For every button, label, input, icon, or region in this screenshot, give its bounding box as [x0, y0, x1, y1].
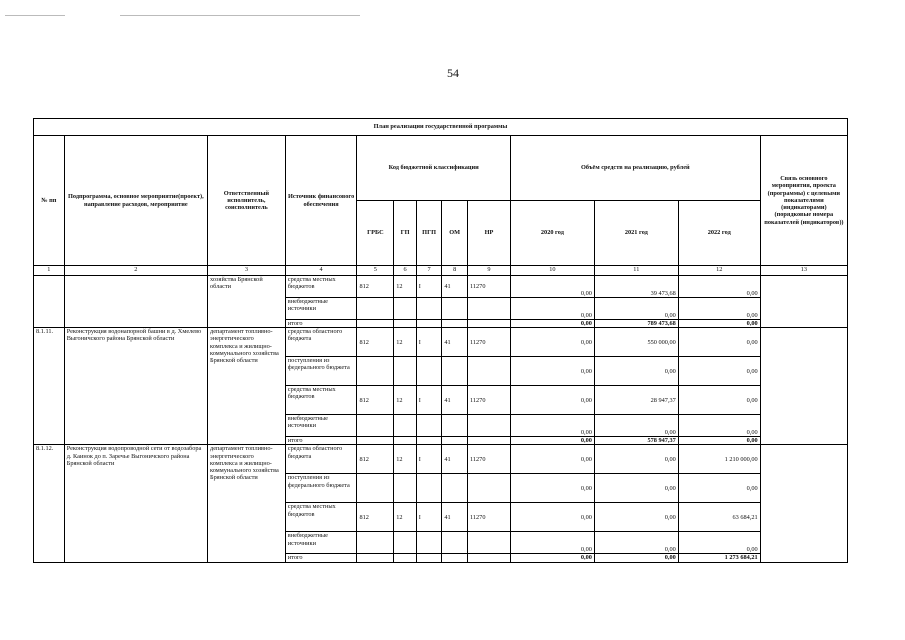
column-number: 1	[34, 266, 65, 276]
cell-grbs	[357, 298, 394, 320]
cell-2020: 0,00	[510, 276, 594, 298]
row-source: средства областного бюджета	[285, 328, 357, 357]
cell-gp	[394, 298, 417, 320]
cell-nr: 11270	[467, 386, 510, 415]
cell-nr	[467, 320, 510, 328]
column-number: 10	[510, 266, 594, 276]
row-executor: департамент топливно-энергетического комплекса и жилищно-коммунального хозяйства Брянской области	[208, 328, 286, 445]
cell-nr: 11270	[467, 276, 510, 298]
header-2022: 2022 год	[678, 201, 760, 266]
header-subprogram: Подпрограмма, основное мероприятие(проект), направление расходов, мероприятие	[64, 136, 207, 266]
cell-nr	[467, 415, 510, 437]
cell-grbs: 812	[357, 445, 394, 474]
cell-gp: 12	[394, 386, 417, 415]
column-number: 13	[760, 266, 847, 276]
cell-om	[442, 554, 468, 562]
row-source: итого	[285, 554, 357, 562]
page-number: 54	[447, 66, 459, 80]
cell-2020: 0,00	[510, 554, 594, 562]
header-grbs: ГРБС	[357, 201, 394, 266]
row-name	[64, 276, 207, 328]
header-bcc-group: Код бюджетной классификации	[357, 136, 511, 201]
cell-gp: 12	[394, 503, 417, 532]
header-source: Источник финансового обеспечения	[285, 136, 357, 266]
header-2020: 2020 год	[510, 201, 594, 266]
cell-2021: 0,00	[594, 503, 678, 532]
cell-2020: 0,00	[510, 503, 594, 532]
cell-link	[760, 328, 847, 445]
row-num: 8.1.12.	[34, 445, 65, 562]
row-source: поступления из федерального бюджета	[285, 357, 357, 386]
cell-2020: 0,00	[510, 445, 594, 474]
cell-2021: 0,00	[594, 415, 678, 437]
cell-pgp	[416, 474, 442, 503]
header-executor: Ответственный исполнитель, соисполнитель	[208, 136, 286, 266]
row-source: средства местных бюджетов	[285, 503, 357, 532]
cell-2021: 0,00	[594, 445, 678, 474]
row-source: итого	[285, 320, 357, 328]
cell-2020: 0,00	[510, 532, 594, 554]
cell-2022: 0,00	[678, 437, 760, 445]
cell-pgp	[416, 357, 442, 386]
cell-2021: 0,00	[594, 357, 678, 386]
table-title: План реализации государственной программы	[34, 119, 848, 136]
column-number: 2	[64, 266, 207, 276]
cell-grbs	[357, 532, 394, 554]
row-num	[34, 276, 65, 328]
cell-om: 41	[442, 276, 468, 298]
cell-pgp: I	[416, 503, 442, 532]
cell-pgp: I	[416, 386, 442, 415]
cell-nr	[467, 474, 510, 503]
cell-grbs: 812	[357, 386, 394, 415]
column-number: 11	[594, 266, 678, 276]
cell-nr: 11270	[467, 503, 510, 532]
cell-2022: 0,00	[678, 415, 760, 437]
cell-nr: 11270	[467, 445, 510, 474]
table-row	[34, 328, 848, 357]
cell-gp	[394, 320, 417, 328]
row-source: средства местных бюджетов	[285, 276, 357, 298]
cell-gp: 12	[394, 328, 417, 357]
cell-om	[442, 532, 468, 554]
cell-pgp	[416, 554, 442, 562]
cell-2020: 0,00	[510, 328, 594, 357]
cell-grbs: 812	[357, 503, 394, 532]
cell-om	[442, 357, 468, 386]
cell-pgp	[416, 298, 442, 320]
cell-gp: 12	[394, 276, 417, 298]
row-source: средства местных бюджетов	[285, 386, 357, 415]
cell-2022: 63 684,21	[678, 503, 760, 532]
row-source: итого	[285, 437, 357, 445]
cell-2022: 0,00	[678, 328, 760, 357]
cell-nr	[467, 437, 510, 445]
cell-grbs: 812	[357, 328, 394, 357]
row-executor: хозяйства Брянской области	[208, 276, 286, 328]
column-number: 9	[467, 266, 510, 276]
row-source: внебюджетные источники	[285, 298, 357, 320]
cell-gp	[394, 357, 417, 386]
cell-grbs	[357, 474, 394, 503]
cell-2022: 0,00	[678, 474, 760, 503]
cell-pgp	[416, 532, 442, 554]
row-executor: департамент топливно-энергетического комплекса и жилищно-коммунального хозяйства Брянской области	[208, 445, 286, 562]
header-num: № пп	[34, 136, 65, 266]
cell-gp: 12	[394, 445, 417, 474]
cell-2021: 789 473,68	[594, 320, 678, 328]
header-funds-group: Объём средств на реализацию, рублей	[510, 136, 760, 201]
cell-nr	[467, 554, 510, 562]
header-nr: НР	[467, 201, 510, 266]
cell-grbs	[357, 437, 394, 445]
cell-nr	[467, 357, 510, 386]
cell-2022: 1 210 000,00	[678, 445, 760, 474]
cell-2022: 0,00	[678, 386, 760, 415]
column-numbers-row	[34, 266, 848, 276]
row-name: Реконструкция водонапорной башни в д. Хмелево Выгоничского района Брянской области	[64, 328, 207, 445]
cell-2020: 0,00	[510, 474, 594, 503]
cell-2020: 0,00	[510, 320, 594, 328]
cell-2021: 0,00	[594, 554, 678, 562]
cell-gp	[394, 532, 417, 554]
column-number: 8	[442, 266, 468, 276]
header-link: Связь основного мероприятия, проекта (программы) с целевыми показателями (индикаторами) (порядковые номера показателей (индикаторов))	[760, 136, 847, 266]
cell-pgp: I	[416, 445, 442, 474]
cell-om: 41	[442, 328, 468, 357]
cell-link	[760, 445, 847, 562]
cell-om: 41	[442, 503, 468, 532]
column-number: 7	[416, 266, 442, 276]
cell-2022: 0,00	[678, 298, 760, 320]
column-number: 3	[208, 266, 286, 276]
cell-nr: 11270	[467, 328, 510, 357]
cell-2020: 0,00	[510, 298, 594, 320]
cell-2021: 0,00	[594, 532, 678, 554]
column-number: 4	[285, 266, 357, 276]
cell-om	[442, 474, 468, 503]
cell-link	[760, 276, 847, 328]
cell-2022: 0,00	[678, 357, 760, 386]
cell-gp	[394, 415, 417, 437]
cell-om: 41	[442, 445, 468, 474]
cell-2021: 39 473,68	[594, 276, 678, 298]
cell-pgp	[416, 320, 442, 328]
cell-om	[442, 437, 468, 445]
header-om: ОМ	[442, 201, 468, 266]
header-pgp: ПГП	[416, 201, 442, 266]
cell-pgp: I	[416, 328, 442, 357]
cell-2020: 0,00	[510, 357, 594, 386]
cell-2020: 0,00	[510, 386, 594, 415]
scan-artifact	[5, 15, 65, 16]
cell-2020: 0,00	[510, 437, 594, 445]
cell-2022: 1 273 684,21	[678, 554, 760, 562]
cell-nr	[467, 298, 510, 320]
cell-grbs	[357, 554, 394, 562]
cell-gp	[394, 474, 417, 503]
row-source: поступления из федерального бюджета	[285, 474, 357, 503]
table-row	[34, 276, 848, 298]
cell-2020: 0,00	[510, 415, 594, 437]
scan-artifact	[120, 15, 360, 16]
cell-gp	[394, 437, 417, 445]
cell-om	[442, 298, 468, 320]
cell-gp	[394, 554, 417, 562]
column-number: 5	[357, 266, 394, 276]
cell-grbs: 812	[357, 276, 394, 298]
cell-grbs	[357, 415, 394, 437]
cell-2021: 0,00	[594, 298, 678, 320]
cell-2021: 550 000,00	[594, 328, 678, 357]
column-number: 6	[394, 266, 417, 276]
cell-2022: 0,00	[678, 276, 760, 298]
header-2021: 2021 год	[594, 201, 678, 266]
plan-table	[33, 118, 848, 563]
row-num: 8.1.11.	[34, 328, 65, 445]
cell-pgp	[416, 415, 442, 437]
row-source: средства областного бюджета	[285, 445, 357, 474]
cell-nr	[467, 532, 510, 554]
header-gp: ГП	[394, 201, 417, 266]
cell-2022: 0,00	[678, 320, 760, 328]
cell-2022: 0,00	[678, 532, 760, 554]
cell-pgp: I	[416, 276, 442, 298]
row-source: внебюджетные источники	[285, 415, 357, 437]
table-row	[34, 445, 848, 474]
row-source: внебюджетные источники	[285, 532, 357, 554]
cell-om	[442, 320, 468, 328]
column-number: 12	[678, 266, 760, 276]
row-name: Реконструкция водопроводной сети от водозабора д. Каинок до п. Заречье Выгоничского района Брянской области	[64, 445, 207, 562]
cell-grbs	[357, 320, 394, 328]
cell-grbs	[357, 357, 394, 386]
cell-om	[442, 415, 468, 437]
cell-om: 41	[442, 386, 468, 415]
cell-pgp	[416, 437, 442, 445]
cell-2021: 0,00	[594, 474, 678, 503]
cell-2021: 578 947,37	[594, 437, 678, 445]
cell-2021: 28 947,37	[594, 386, 678, 415]
